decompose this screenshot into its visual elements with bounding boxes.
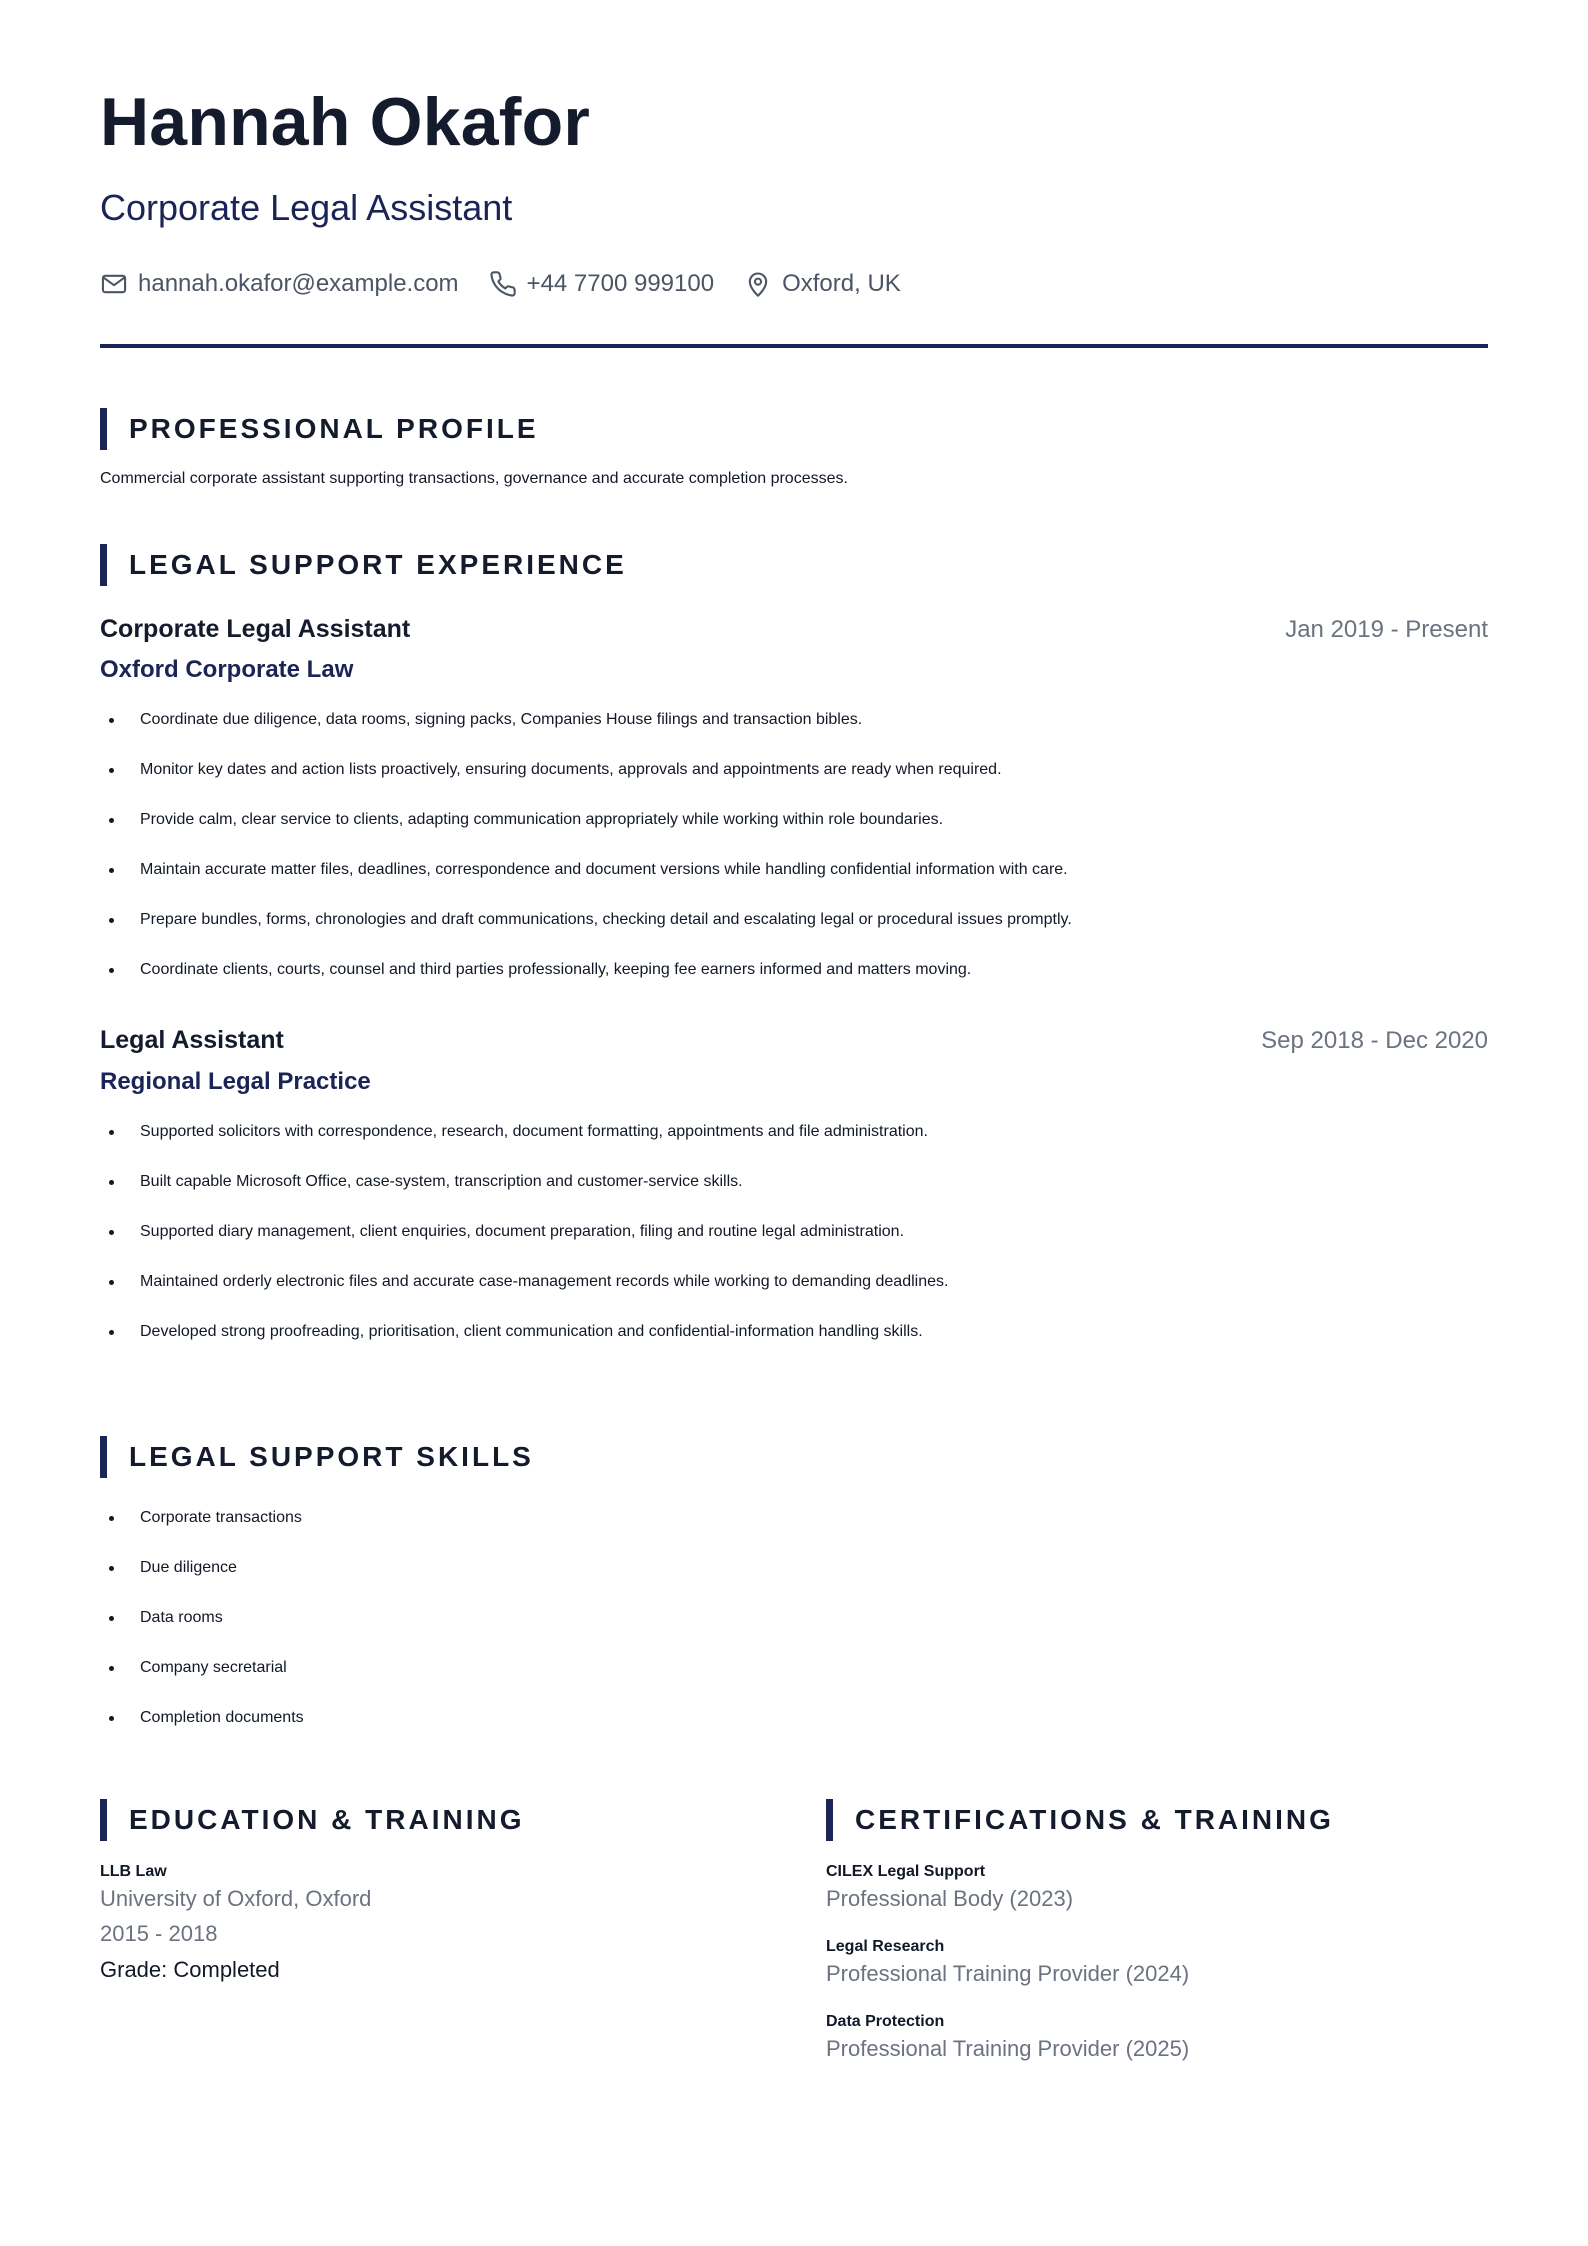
phone-icon (489, 270, 517, 298)
education-grade: Grade: Completed (100, 1957, 280, 1982)
candidate-name: Hannah Okafor (100, 84, 591, 160)
section-accent-bar (826, 1799, 833, 1841)
institution-name: University of Oxford, Oxford (100, 1886, 372, 1911)
section-title-experience: LEGAL SUPPORT EXPERIENCE (100, 544, 627, 586)
list-item: Completion documents (100, 1708, 304, 1758)
list-item: Coordinate due diligence, data rooms, signing packs, Companies House filings and transaction bibles. (100, 710, 1072, 760)
mail-icon (100, 270, 128, 298)
list-item: Developed strong proofreading, prioritisation, client communication and confidential-information handling skills. (100, 1322, 948, 1372)
profile-summary: Commercial corporate assistant supporting transactions, governance and accurate completion processes. (100, 470, 848, 487)
contact-phone[interactable] (489, 270, 715, 298)
list-item: Data rooms (100, 1608, 304, 1658)
job-dates: Jan 2019 - Present (1285, 616, 1488, 643)
section-accent-bar (100, 1436, 107, 1478)
certification-name: CILEX Legal Support (826, 1863, 986, 1880)
phone-text: +44 7700 999100 (526, 270, 715, 297)
section-title-profile: PROFESSIONAL PROFILE (100, 408, 539, 450)
location-text: Oxford, UK (782, 270, 901, 297)
list-item: Supported solicitors with correspondence, research, document formatting, appointments and file administration. (100, 1122, 948, 1172)
list-item: Monitor key dates and action lists proactively, ensuring documents, approvals and appointments are ready when required. (100, 760, 1072, 810)
list-item: Coordinate clients, courts, counsel and third parties professionally, keeping fee earners informed and matters moving. (100, 960, 1072, 1010)
list-item: Provide calm, clear service to clients, adapting communication appropriately while working within role boundaries. (100, 810, 1072, 860)
list-item: Due diligence (100, 1558, 304, 1608)
list-item: Prepare bundles, forms, chronologies and draft communications, checking detail and escalating legal or procedural issues promptly. (100, 910, 1072, 960)
list-item: Supported diary management, client enquiries, document preparation, filing and routine legal administration. (100, 1222, 948, 1272)
location-pin-icon (744, 270, 772, 298)
list-item: Company secretarial (100, 1658, 304, 1708)
certification-provider: Professional Training Provider (2024) (826, 1961, 1190, 1986)
section-accent-bar (100, 408, 107, 450)
certification-name: Data Protection (826, 2013, 945, 2030)
section-title-education: EDUCATION & TRAINING (100, 1799, 524, 1841)
list-item: Maintained orderly electronic files and accurate case-management records while working to demanding deadlines. (100, 1272, 948, 1322)
contact-email[interactable] (100, 270, 459, 298)
job-title: Legal Assistant (100, 1026, 284, 1054)
email-text: hannah.okafor@example.com (138, 270, 459, 297)
contact-row (100, 270, 901, 298)
education-years: 2015 - 2018 (100, 1921, 218, 1946)
section-accent-bar (100, 1799, 107, 1841)
contact-location (744, 270, 901, 298)
certification-provider: Professional Body (2023) (826, 1886, 1074, 1911)
job-title: Corporate Legal Assistant (100, 615, 411, 643)
job-dates: Sep 2018 - Dec 2020 (1261, 1027, 1488, 1054)
certification-provider: Professional Training Provider (2025) (826, 2036, 1190, 2061)
certification-name: Legal Research (826, 1938, 945, 1955)
job-company: Oxford Corporate Law (100, 656, 354, 683)
section-accent-bar (100, 544, 107, 586)
list-item: Built capable Microsoft Office, case-system, transcription and customer-service skills. (100, 1172, 948, 1222)
skills-list (100, 1508, 304, 1758)
job-bullets (100, 1122, 948, 1372)
job-company: Regional Legal Practice (100, 1068, 371, 1095)
list-item: Maintain accurate matter files, deadlines, correspondence and document versions while handling confidential information with care. (100, 860, 1072, 910)
section-title-skills: LEGAL SUPPORT SKILLS (100, 1436, 534, 1478)
job-bullets (100, 710, 1072, 1010)
list-item: Corporate transactions (100, 1508, 304, 1558)
header-divider (100, 344, 1488, 348)
section-title-certifications: CERTIFICATIONS & TRAINING (826, 1799, 1334, 1841)
candidate-headline: Corporate Legal Assistant (100, 187, 513, 228)
degree-name: LLB Law (100, 1863, 167, 1880)
